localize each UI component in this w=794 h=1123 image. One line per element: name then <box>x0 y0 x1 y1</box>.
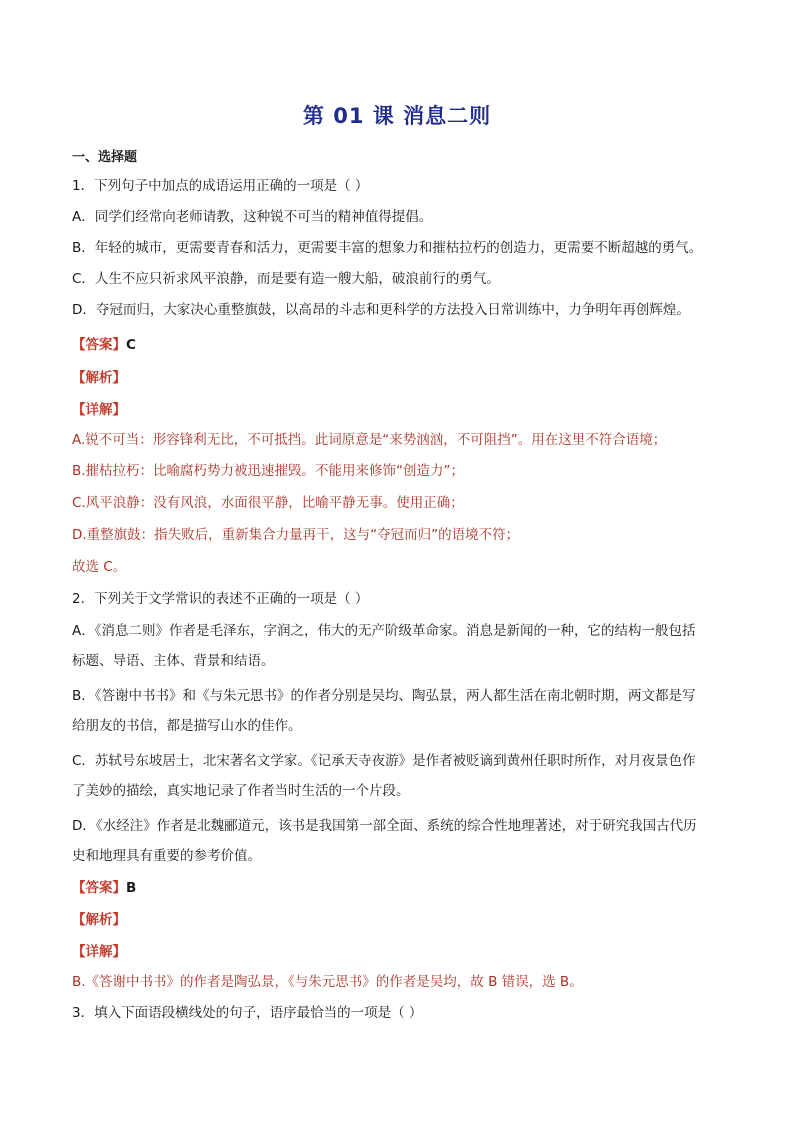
question-2-stem: 2．下列关于文学常识的表述不正确的一项是（ ） <box>72 591 369 607</box>
question-2-option-line: 史和地理具有重要的参考价值。 <box>72 848 261 864</box>
question-1-detail-b: B.摧枯拉朽：比喻腐朽势力被迅速摧毁。不能用来修饰“创造力”； <box>72 463 465 479</box>
question-2-option-line: B．《答谢中书书》和《与朱元思书》的作者分别是吴均、陶弘景，两人都生活在南北朝时期，两文都是写 <box>72 688 696 704</box>
question-2-option-line: A．《消息二则》作者是毛泽东，字润之，伟大的无产阶级革命家。消息是新闻的一种，它的结构一般包括 <box>72 623 696 639</box>
question-2-detail: B.《答谢中书书》的作者是陶弘景，《与朱元思书》的作者是吴均，故 B 错误，选 B。 <box>72 974 583 990</box>
question-1-detail-a: A.锐不可当：形容锋利无比，不可抵挡。此词原意是“来势汹汹，不可阻挡”。用在这里不符合语境； <box>72 432 667 448</box>
answer-value: C <box>126 337 136 353</box>
question-1-analysis-label: 【解析】 <box>72 370 126 386</box>
question-1-detail-label: 【详解】 <box>72 402 126 418</box>
question-1-conclusion: 故选 C。 <box>72 559 127 575</box>
question-1-option-a: A．同学们经常向老师请教，这种锐不可当的精神值得提倡。 <box>72 209 433 225</box>
page-title: 第 01 课 消息二则 <box>302 104 492 128</box>
answer-label: 【答案】 <box>72 337 126 353</box>
question-1-option-c: C．人生不应只祈求风平浪静，而是要有造一艘大船，破浪前行的勇气。 <box>72 271 500 287</box>
question-2-option-line: 标题、导语、主体、背景和结语。 <box>72 653 275 669</box>
question-1-option-d: D．夺冠而归，大家决心重整旗鼓，以高昂的斗志和更科学的方法投入日常训练中，力争明年再创辉煌。 <box>72 302 690 318</box>
question-2-option-line: 了美妙的描绘，真实地记录了作者当时生活的一个片段。 <box>72 783 410 799</box>
answer-label: 【答案】 <box>72 880 126 896</box>
question-2-analysis-label: 【解析】 <box>72 912 126 928</box>
question-2-answer <box>72 876 136 896</box>
question-2-detail-label: 【详解】 <box>72 944 126 960</box>
question-1-detail-d: D.重整旗鼓：指失败后，重新集合力量再干，这与“夺冠而归”的语境不符； <box>72 527 520 543</box>
question-2-option-line: 给朋友的书信，都是描写山水的佳作。 <box>72 718 302 734</box>
section-heading: 一、选择题 <box>72 150 138 165</box>
question-2-option-line: D．《水经注》作者是北魏郦道元，该书是我国第一部全面、系统的综合性地理著述，对于研究我国古代历 <box>72 818 697 834</box>
question-1-stem: 1．下列句子中加点的成语运用正确的一项是（ ） <box>72 178 369 194</box>
question-1-detail-c: C.风平浪静：没有风浪，水面很平静，比喻平静无事。使用正确； <box>72 495 464 511</box>
question-1-option-b: B．年轻的城市，更需要青春和活力，更需要丰富的想象力和摧枯拉朽的创造力，更需要不断超越的勇气。 <box>72 240 703 256</box>
answer-value: B <box>126 880 137 896</box>
question-1-answer <box>72 333 136 353</box>
question-3-stem: 3．填入下面语段横线处的句子，语序最恰当的一项是（ ） <box>72 1005 423 1021</box>
question-2-option-line: C．苏轼号东坡居士，北宋著名文学家。《记承天寺夜游》是作者被贬谪到黄州任职时所作，对月夜景色作 <box>72 753 696 769</box>
